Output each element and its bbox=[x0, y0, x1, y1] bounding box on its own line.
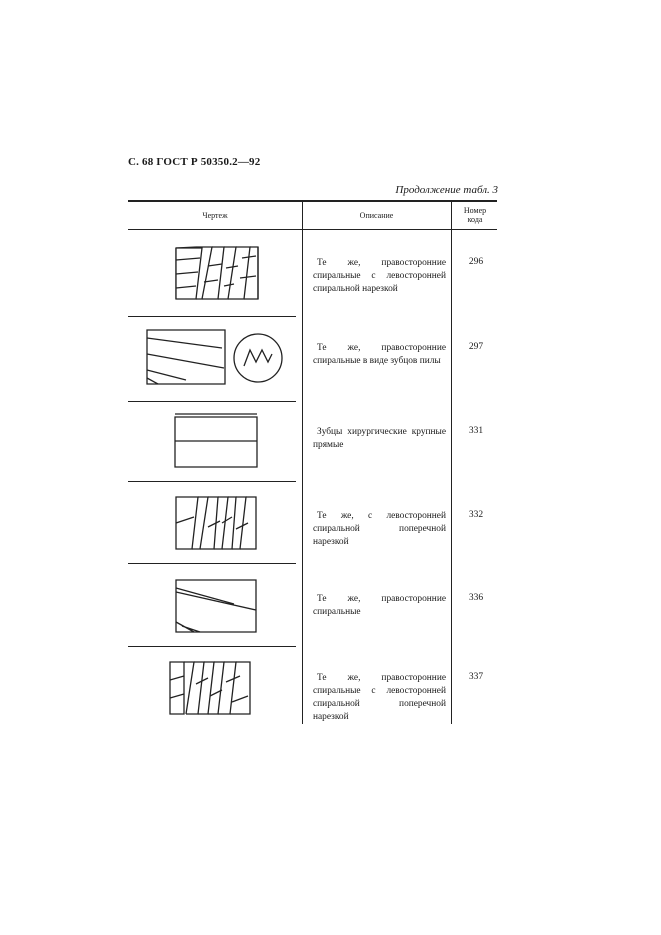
column-header-drawing: Чертеж bbox=[202, 211, 228, 220]
row-336-description: Те же, правосторонние спиральные bbox=[313, 594, 446, 617]
row-331-code: 331 bbox=[468, 426, 484, 436]
row-296-description: Те же, правосторонние спиральные с левосторонней спиральной нарезкой bbox=[313, 258, 446, 294]
row-divider bbox=[128, 401, 296, 402]
spiral-saw-teeth-bur-icon bbox=[144, 328, 286, 386]
spiral-left-cut-bur-icon bbox=[172, 244, 262, 302]
left-spiral-cross-cut-bur-icon bbox=[170, 493, 262, 553]
column-divider-2 bbox=[451, 200, 452, 724]
row-331-description: Зубцы хирургические крупные прямые bbox=[313, 427, 446, 450]
row-337-code: 337 bbox=[468, 672, 484, 682]
row-332-code: 332 bbox=[468, 510, 484, 520]
row-336-code: 336 bbox=[468, 593, 484, 603]
column-header-description: Описание bbox=[359, 211, 394, 220]
column-divider-1 bbox=[302, 200, 303, 724]
row-296-code: 296 bbox=[468, 257, 484, 267]
table-header-rule bbox=[128, 229, 497, 230]
row-337-description: Те же, правосторонние спиральные с левосторонней спиральной поперечной нарезкой bbox=[313, 673, 446, 722]
row-divider bbox=[128, 316, 296, 317]
row-332-description: Те же, с левосторонней спиральной поперечной нарезкой bbox=[313, 511, 446, 547]
page-header: С. 68 ГОСТ Р 50350.2—92 bbox=[128, 156, 261, 168]
column-header-code: Номер кода bbox=[463, 206, 487, 224]
right-spiral-left-cross-cut-bur-icon bbox=[164, 658, 260, 718]
row-divider bbox=[128, 563, 296, 564]
right-spiral-bur-icon bbox=[172, 576, 262, 634]
row-divider bbox=[128, 646, 296, 647]
row-297-description: Те же, правосторонние спиральные в виде зубцов пилы bbox=[313, 343, 446, 366]
table-top-rule bbox=[128, 200, 497, 202]
row-divider bbox=[128, 481, 296, 482]
row-297-code: 297 bbox=[468, 342, 484, 352]
straight-coarse-bur-icon bbox=[172, 412, 262, 470]
table-continuation-label: Продолжение табл. 3 bbox=[395, 184, 498, 196]
